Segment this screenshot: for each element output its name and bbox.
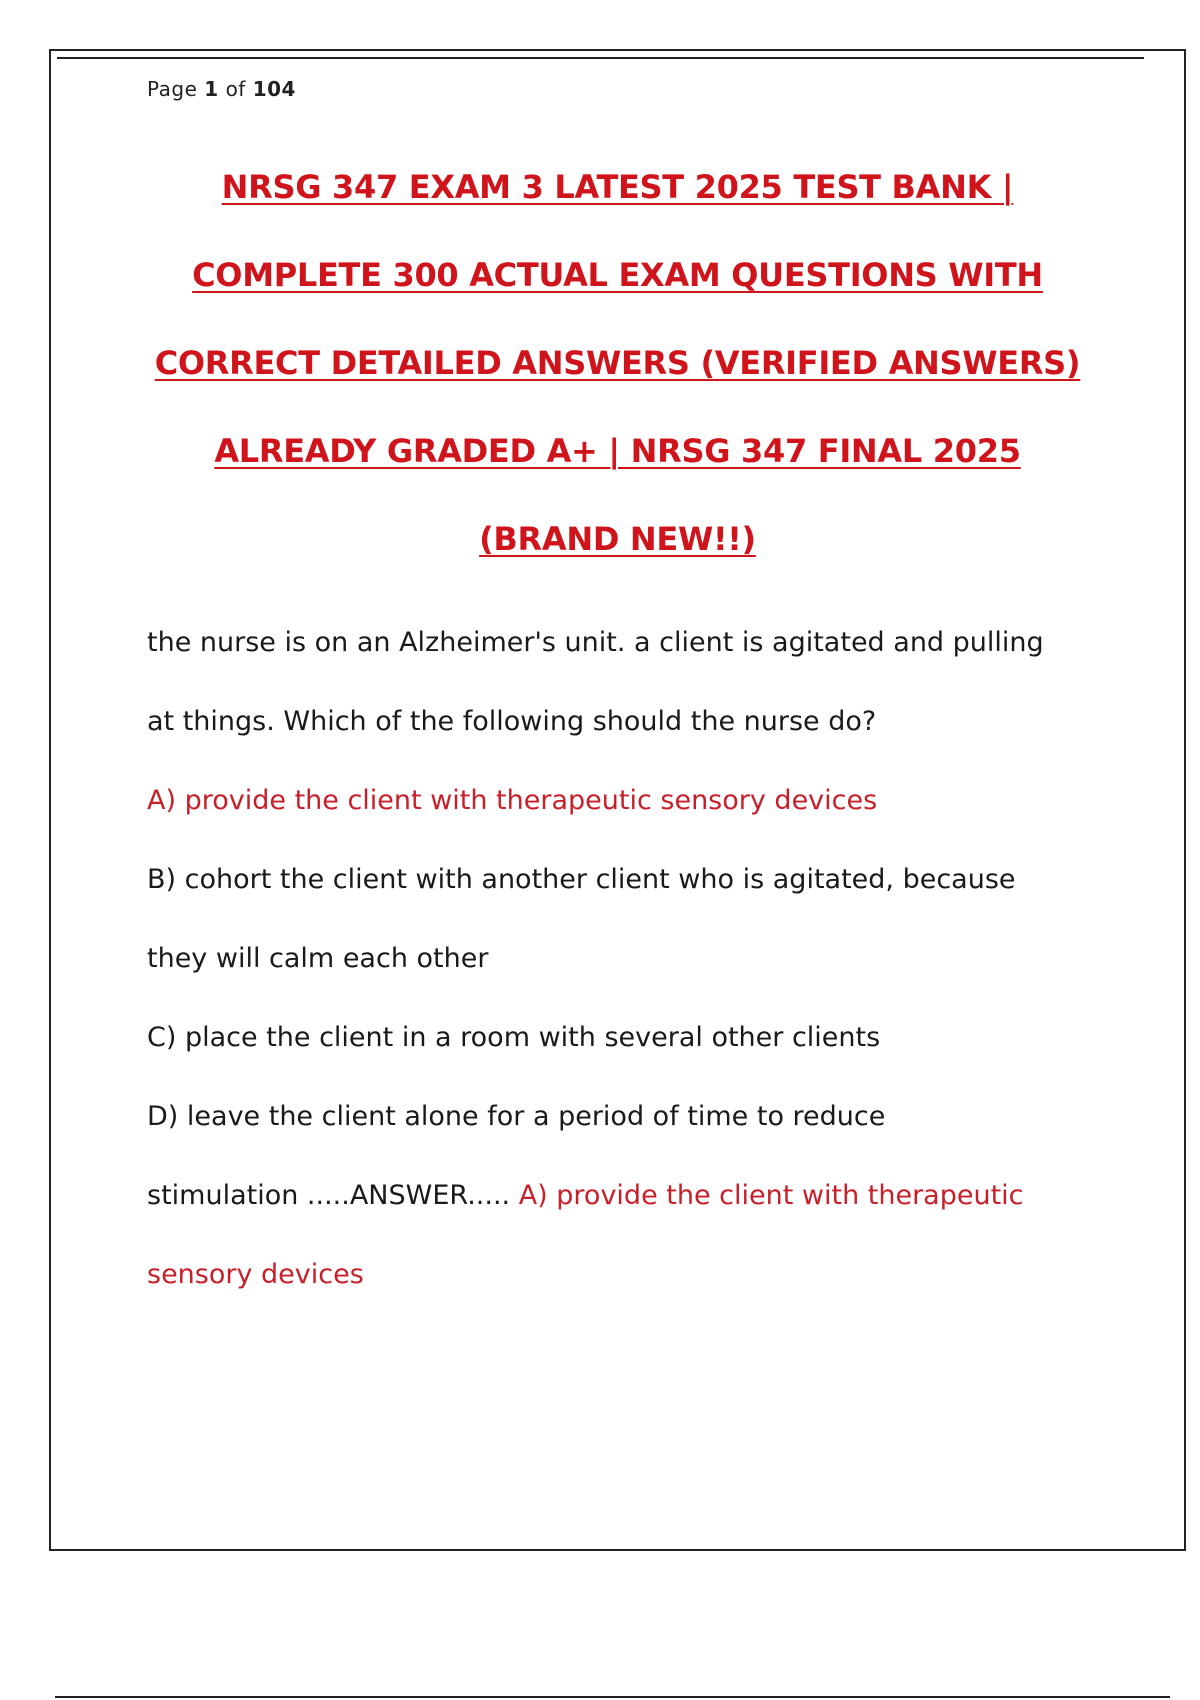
title-line-4: ALREADY GRADED A+ | NRSG 347 FINAL 2025 [214, 432, 1021, 470]
page-total: 104 [252, 77, 296, 101]
title-line-2: COMPLETE 300 ACTUAL EXAM QUESTIONS WITH [192, 256, 1043, 294]
option-d-line-2-prefix: stimulation .....ANSWER..... [147, 1180, 511, 1211]
title-line-1: NRSG 347 EXAM 3 LATEST 2025 TEST BANK | [221, 168, 1014, 206]
question-block [147, 603, 1124, 1314]
answer-line-2: sensory devices [147, 1259, 364, 1290]
page-current: 1 [204, 77, 219, 101]
answer-line-1: A) provide the client with therapeutic [518, 1180, 1024, 1211]
document-title [51, 143, 1184, 583]
option-c: C) place the client in a room with several other clients [147, 1022, 881, 1053]
title-line-5: (BRAND NEW!!) [479, 520, 756, 558]
page-frame [49, 49, 1186, 1551]
title-line-3: CORRECT DETAILED ANSWERS (VERIFIED ANSWERS) [154, 344, 1081, 382]
footer-rule [55, 1696, 1170, 1698]
option-b-line-1: B) cohort the client with another client who is agitated, because [147, 864, 1016, 895]
question-stem-line-2: at things. Which of the following should the nurse do? [147, 706, 877, 737]
option-b-line-2: they will calm each other [147, 943, 489, 974]
option-d-line-2 [147, 1156, 1124, 1235]
page-counter [147, 77, 296, 101]
option-d-line-1: D) leave the client alone for a period of time to reduce [147, 1101, 886, 1132]
page-counter-separator: of [225, 77, 246, 101]
header-rule [57, 57, 1144, 59]
page-counter-prefix: Page [147, 77, 198, 101]
option-a: A) provide the client with therapeutic sensory devices [147, 785, 878, 816]
question-stem-line-1: the nurse is on an Alzheimer's unit. a client is agitated and pulling [147, 627, 1044, 658]
